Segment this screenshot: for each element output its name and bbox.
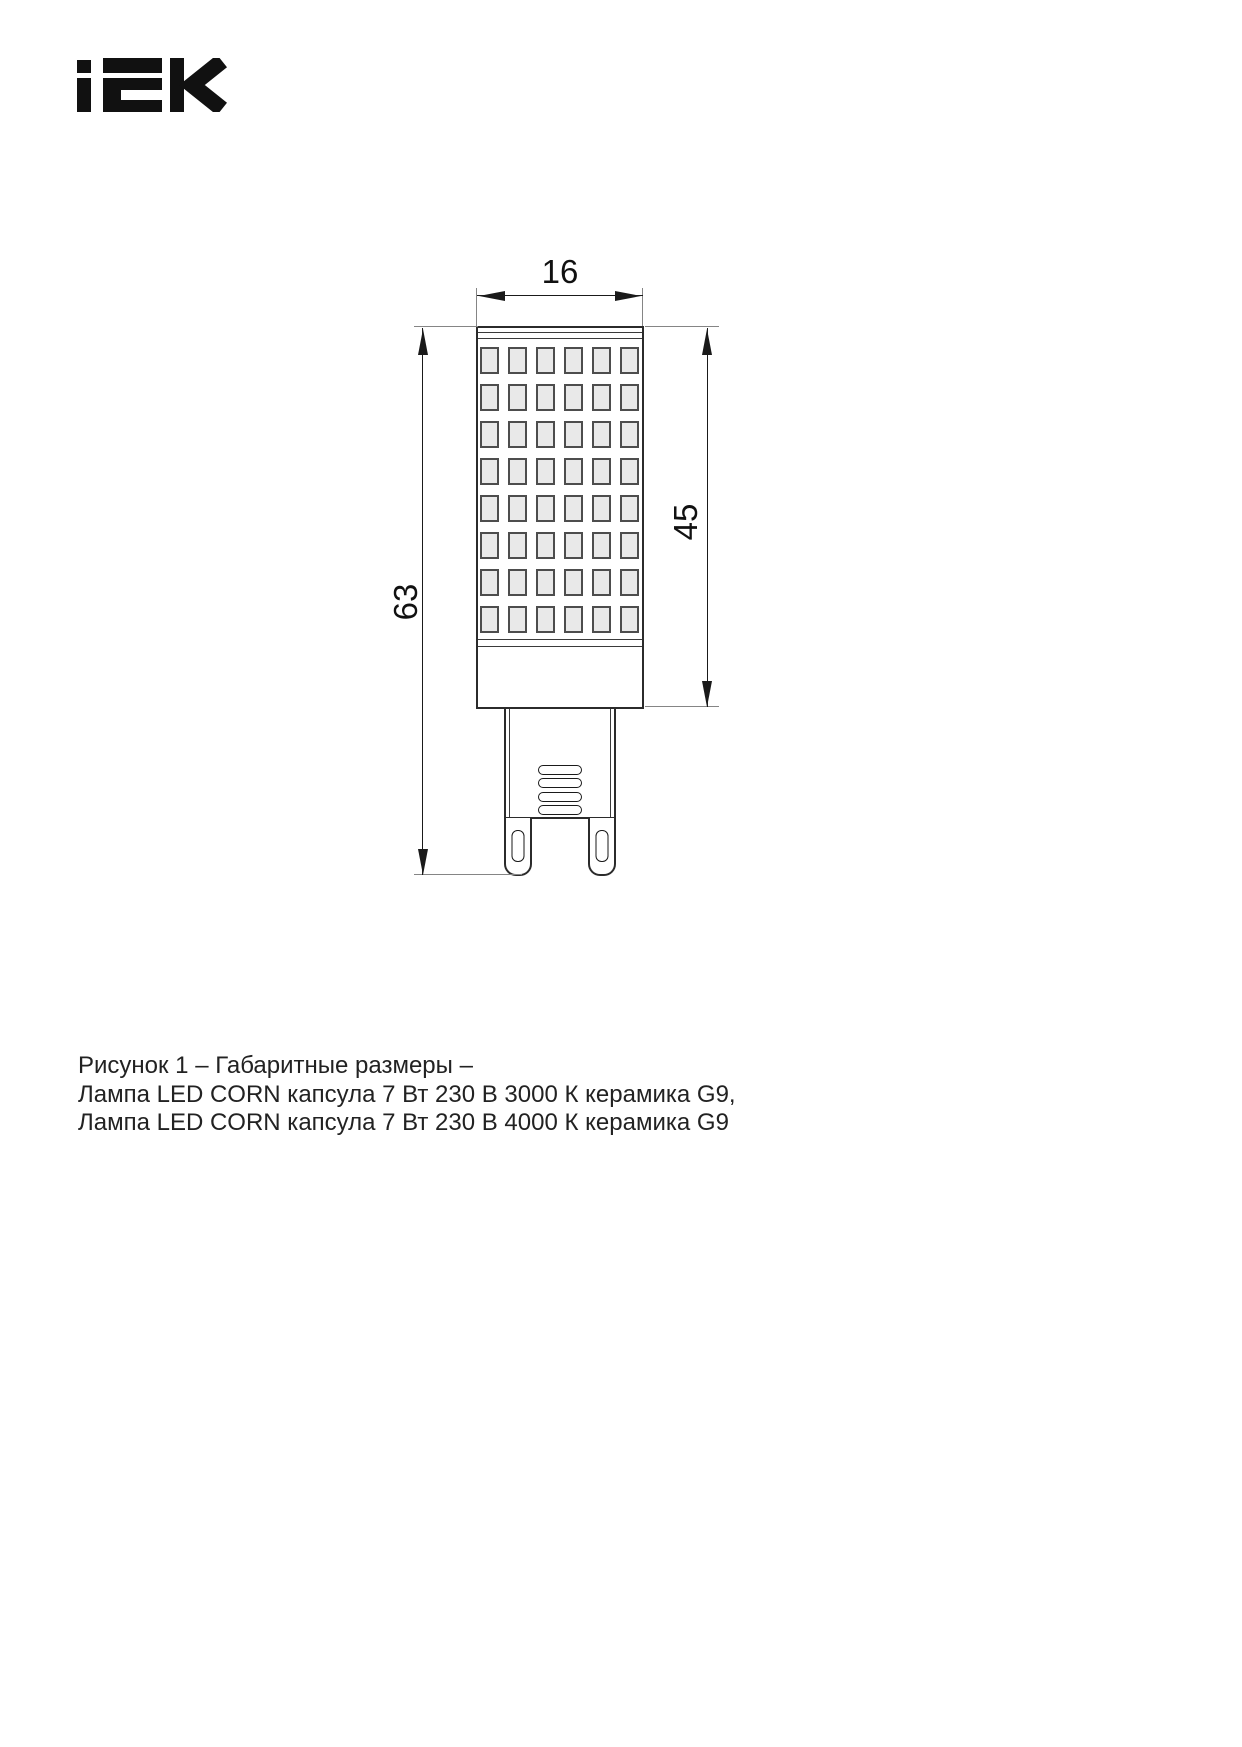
body-bottom-band xyxy=(478,639,642,647)
led-chip xyxy=(480,606,499,633)
caption-line-1: Рисунок 1 – Габаритные размеры – xyxy=(78,1052,473,1079)
vent-slot xyxy=(538,792,582,802)
led-chip xyxy=(564,384,583,411)
led-chip xyxy=(592,458,611,485)
led-chip xyxy=(536,569,555,596)
led-chip xyxy=(508,606,527,633)
led-chip xyxy=(564,458,583,485)
g9-pin-right xyxy=(588,818,616,876)
led-chip xyxy=(480,347,499,374)
led-chip xyxy=(620,347,639,374)
led-chip xyxy=(620,458,639,485)
led-chip xyxy=(536,347,555,374)
vent-slot xyxy=(538,778,582,788)
dim-body-height-label: 45 xyxy=(667,503,704,541)
led-chip xyxy=(480,384,499,411)
extension-line xyxy=(645,326,719,327)
led-chip xyxy=(564,421,583,448)
led-chip xyxy=(592,606,611,633)
body-top-band xyxy=(478,332,642,339)
vent-slots xyxy=(538,765,582,816)
led-chip xyxy=(480,458,499,485)
caption-line-2: Лампа LED CORN капсула 7 Вт 230 В 3000 К керамика G9, xyxy=(78,1080,736,1108)
led-chip xyxy=(480,532,499,559)
led-chip xyxy=(508,495,527,522)
pin-slot xyxy=(512,830,525,862)
led-chip xyxy=(592,532,611,559)
led-chip xyxy=(480,495,499,522)
led-chip xyxy=(620,606,639,633)
base-wall xyxy=(610,709,611,817)
led-chip xyxy=(564,495,583,522)
vent-slot xyxy=(538,765,582,775)
led-chip xyxy=(592,384,611,411)
led-chip xyxy=(564,532,583,559)
led-chip xyxy=(508,421,527,448)
g9-base xyxy=(504,707,616,819)
extension-line xyxy=(642,288,643,326)
dim-width-label: 16 xyxy=(541,253,579,290)
led-chip xyxy=(508,532,527,559)
arrowhead-down-icon xyxy=(702,681,712,707)
figure-caption xyxy=(78,1052,978,1138)
led-chip xyxy=(480,569,499,596)
g9-pin-left xyxy=(504,818,532,876)
led-chip xyxy=(536,384,555,411)
led-chip xyxy=(480,421,499,448)
pin-slot xyxy=(596,830,609,862)
base-wall xyxy=(509,709,510,817)
vent-slot xyxy=(538,805,582,815)
led-chip xyxy=(536,606,555,633)
led-chip xyxy=(508,347,527,374)
led-chip xyxy=(564,347,583,374)
led-chip xyxy=(620,384,639,411)
extension-line xyxy=(414,326,478,327)
led-chip xyxy=(592,569,611,596)
led-chip xyxy=(592,347,611,374)
led-chip xyxy=(536,532,555,559)
arrowhead-up-icon xyxy=(418,329,428,355)
arrowhead-down-icon xyxy=(418,849,428,875)
led-chip xyxy=(536,458,555,485)
led-chip xyxy=(620,532,639,559)
led-chip xyxy=(536,495,555,522)
iek-logo xyxy=(77,58,228,112)
lamp-body xyxy=(476,326,644,709)
led-chip xyxy=(508,384,527,411)
extension-line xyxy=(476,288,477,326)
extension-line xyxy=(414,874,522,875)
led-chip xyxy=(508,458,527,485)
caption-line-3: Лампа LED CORN капсула 7 Вт 230 В 4000 К керамика G9 xyxy=(78,1109,729,1136)
led-chip xyxy=(620,569,639,596)
dim-body-height-line xyxy=(707,328,708,707)
led-chip xyxy=(592,495,611,522)
led-chip xyxy=(592,421,611,448)
arrowhead-left-icon xyxy=(479,291,505,301)
arrowhead-right-icon xyxy=(615,291,641,301)
led-chip xyxy=(620,421,639,448)
arrowhead-up-icon xyxy=(702,329,712,355)
led-chip xyxy=(564,569,583,596)
led-chip xyxy=(536,421,555,448)
led-panel xyxy=(480,347,639,633)
led-chip xyxy=(564,606,583,633)
dim-total-height-label: 63 xyxy=(387,583,424,621)
led-chip xyxy=(508,569,527,596)
led-chip xyxy=(620,495,639,522)
